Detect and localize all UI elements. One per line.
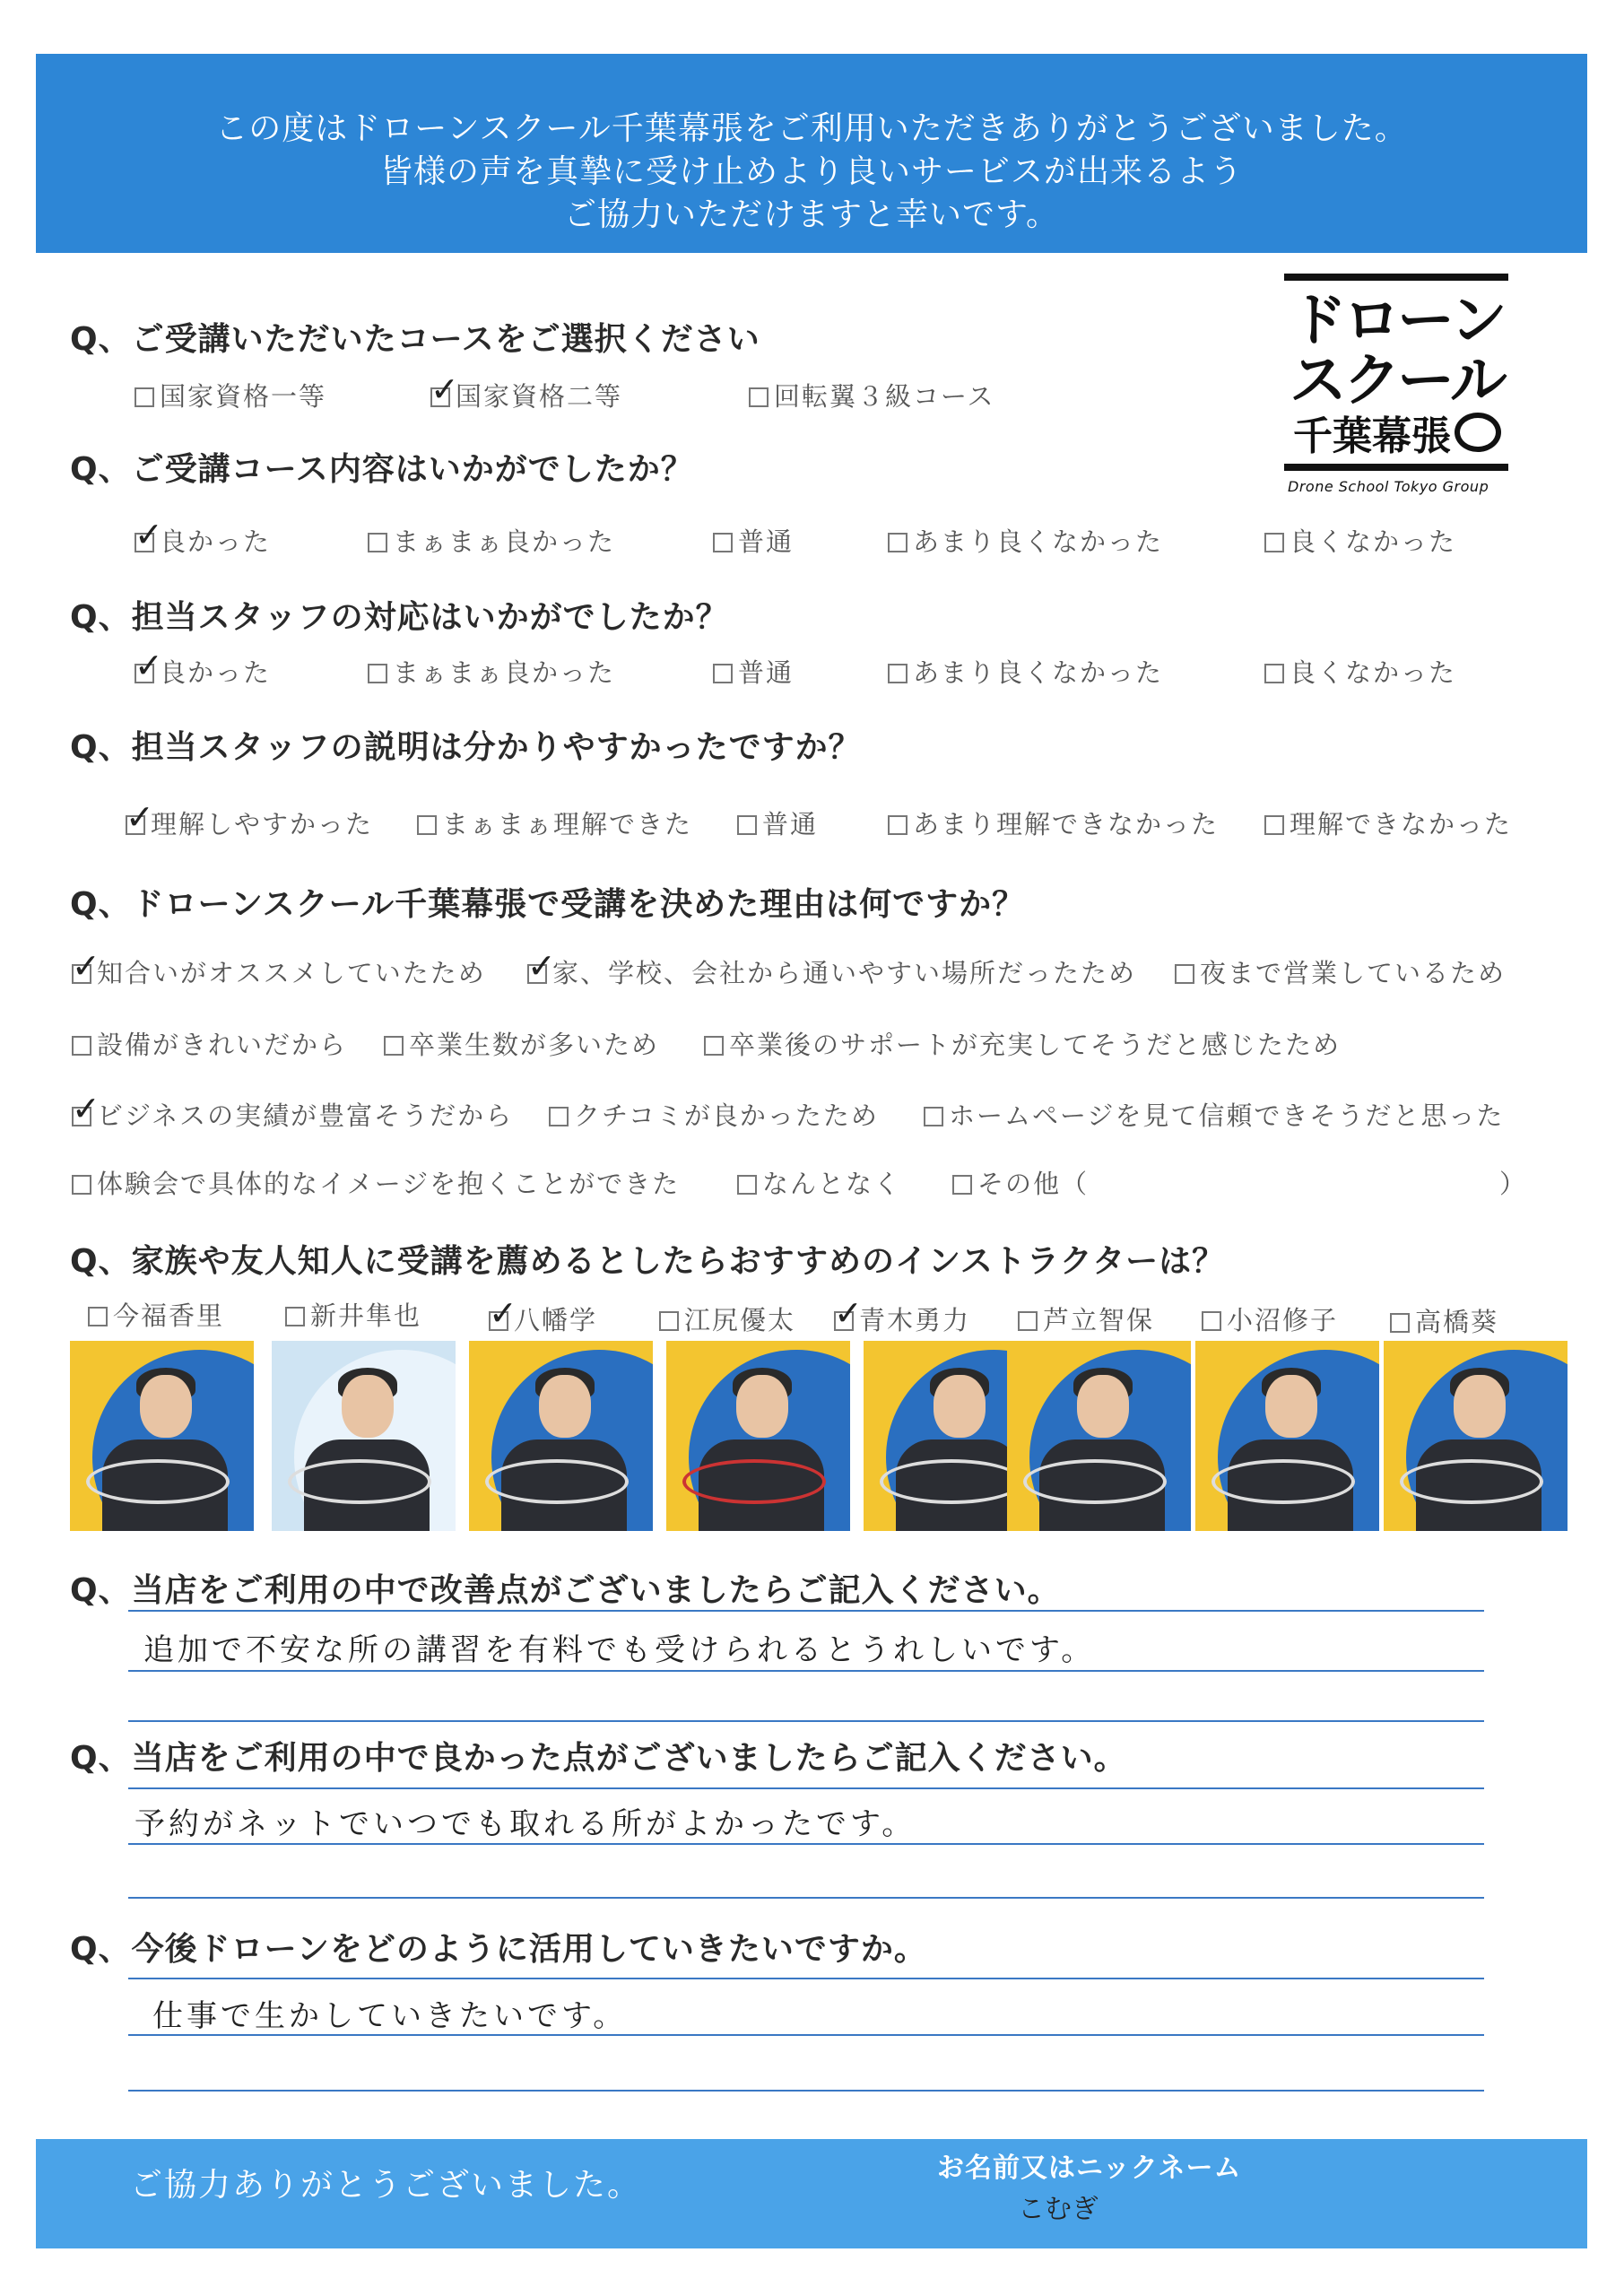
question-staff-response: Q、担当スタッフの対応はいかがでしたか？	[70, 599, 729, 636]
checkbox[interactable]	[713, 664, 733, 683]
option-staff-5[interactable]	[1264, 653, 1456, 690]
option-label: 良くなかった	[1290, 526, 1457, 557]
option-instructor-2[interactable]	[285, 1296, 421, 1333]
footer-thanks: ご協力ありがとうございました。	[130, 2167, 642, 2204]
option-reason-6[interactable]	[704, 1025, 1341, 1062]
checkbox[interactable]	[72, 1036, 91, 1056]
option-instructor-4[interactable]	[659, 1300, 795, 1337]
instructor-photo-3	[469, 1341, 653, 1531]
future-use-answer[interactable]: 仕事で生かしていきたいです。	[152, 1998, 628, 2034]
question-future-use: Q、今後ドローンをどのように活用していきたいですか。	[70, 1931, 927, 1968]
drone-icon	[1455, 413, 1501, 452]
option-label: まぁまぁ良かった	[393, 657, 616, 688]
option-course-1[interactable]	[135, 377, 326, 413]
option-explain-5[interactable]	[1264, 804, 1512, 841]
option-course-2[interactable]	[430, 377, 622, 413]
option-content-5[interactable]	[1264, 522, 1456, 559]
checkbox[interactable]	[1264, 533, 1284, 552]
option-label: 知合いがオススメしていたため	[97, 958, 486, 988]
option-staff-2[interactable]	[368, 653, 615, 690]
option-explain-1[interactable]	[126, 804, 373, 841]
option-label: 良かった	[160, 526, 272, 557]
option-explain-2[interactable]	[417, 804, 692, 841]
checkbox[interactable]	[713, 533, 733, 552]
option-reason-12[interactable]	[952, 1164, 1089, 1201]
option-label: 家、学校、会社から通いやすい場所だったため	[552, 958, 1137, 988]
option-label: 体験会で具体的なイメージを抱くことができた	[97, 1169, 681, 1199]
logo-top-bar	[1284, 274, 1508, 281]
good-points-answer[interactable]: 予約がネットでいつでも取れる所がよかったです。	[135, 1806, 916, 1842]
instructor-photo-7	[1195, 1341, 1379, 1531]
school-logo	[1284, 274, 1508, 498]
checkbox[interactable]	[737, 815, 757, 835]
checkbox-checked[interactable]	[527, 964, 547, 984]
logo-bottom-bar	[1284, 464, 1508, 471]
option-label: 今福香里	[113, 1300, 225, 1331]
checkbox-checked[interactable]	[126, 815, 145, 835]
option-label: 卒業後のサポートが充実してそうだと感じたため	[729, 1030, 1342, 1060]
name-field-value[interactable]: こむぎ	[1018, 2194, 1099, 2225]
checkbox[interactable]	[737, 1175, 757, 1195]
option-label: まぁまぁ理解できた	[442, 809, 693, 839]
question-good-points: Q、当店をご利用の中で良かった点がございましたらご記入ください。	[70, 1740, 1127, 1777]
option-label: 新井隼也	[310, 1300, 422, 1331]
checkbox[interactable]	[368, 533, 387, 552]
option-label: 高橋葵	[1415, 1307, 1499, 1337]
option-label: あまり良くなかった	[913, 657, 1164, 688]
checkbox[interactable]	[1175, 964, 1194, 984]
option-label: 良くなかった	[1290, 657, 1457, 688]
option-label: 八幡学	[514, 1305, 598, 1335]
checkbox[interactable]	[285, 1307, 305, 1326]
option-instructor-3[interactable]	[489, 1300, 597, 1337]
header-line-3: ご協力いただけますと幸いです。	[563, 196, 1060, 233]
checkbox[interactable]	[1264, 815, 1284, 835]
option-label: 江尻優太	[684, 1305, 796, 1335]
checkbox[interactable]	[1018, 1311, 1038, 1331]
option-label: 夜まで営業しているため	[1200, 958, 1507, 988]
option-reason-9[interactable]	[924, 1096, 1504, 1133]
answer-line	[128, 1787, 1484, 1789]
option-label: 理解できなかった	[1290, 809, 1513, 839]
checkbox-checked[interactable]	[135, 533, 154, 552]
checkbox[interactable]	[1264, 664, 1284, 683]
option-label: あまり理解できなかった	[913, 809, 1220, 839]
checkbox[interactable]	[952, 1175, 972, 1195]
checkbox[interactable]	[704, 1036, 724, 1056]
option-label: 青木勇力	[859, 1305, 971, 1335]
option-label: 芦立智保	[1043, 1305, 1155, 1335]
checkbox[interactable]	[384, 1036, 404, 1056]
checkbox-checked[interactable]	[834, 1311, 854, 1331]
option-content-1[interactable]	[135, 522, 271, 559]
option-label: 小沼修子	[1227, 1305, 1339, 1335]
checkbox[interactable]	[888, 533, 908, 552]
option-label: ホームページを見て信頼できそうだと思った	[949, 1100, 1505, 1131]
checkbox[interactable]	[1202, 1311, 1221, 1331]
option-staff-3[interactable]	[713, 653, 794, 690]
option-explain-3[interactable]	[737, 804, 818, 841]
header-line-1: この度はドローンスクール千葉幕張をご利用いただきありがとうございました。	[215, 110, 1408, 147]
answer-line	[128, 1843, 1484, 1845]
option-reason-7[interactable]	[72, 1096, 513, 1133]
option-label: クチコミが良かったため	[574, 1100, 879, 1131]
question-staff-explanation: Q、担当スタッフの説明は分かりやすかったですか？	[70, 729, 862, 766]
option-instructor-1[interactable]	[88, 1296, 224, 1333]
question-reason: Q、ドローンスクール千葉幕張で受講を決めた理由は何ですか？	[70, 886, 1026, 923]
option-reason-10[interactable]	[72, 1164, 680, 1201]
improvements-answer[interactable]: 追加で不安な所の講習を有料でも受けられるとうれしいです。	[143, 1632, 1096, 1668]
answer-line	[128, 1670, 1484, 1672]
name-field-label: お名前又はニックネーム	[937, 2152, 1242, 2184]
option-label: 国家資格二等	[456, 381, 623, 412]
checkbox[interactable]	[749, 387, 769, 407]
option-content-2[interactable]	[368, 522, 615, 559]
option-content-3[interactable]	[713, 522, 794, 559]
option-reason-5[interactable]	[384, 1025, 659, 1062]
option-instructor-8[interactable]	[1390, 1302, 1498, 1339]
instructor-photo-2	[272, 1341, 456, 1531]
option-staff-1[interactable]	[135, 653, 271, 690]
other-close-paren: ）	[1499, 1169, 1528, 1199]
option-reason-11[interactable]	[737, 1164, 901, 1201]
checkbox-checked[interactable]	[135, 664, 154, 683]
option-course-3[interactable]	[749, 377, 995, 413]
checkbox[interactable]	[888, 815, 908, 835]
option-instructor-6[interactable]	[1018, 1300, 1154, 1337]
logo-line-3: 千葉幕張	[1293, 413, 1451, 459]
question-course: Q、ご受講いただいたコースをご選択ください	[70, 321, 760, 358]
instructor-photo-6	[1007, 1341, 1191, 1531]
header-banner	[36, 54, 1587, 253]
checkbox-checked[interactable]	[72, 964, 91, 984]
instructor-photo-8	[1384, 1341, 1568, 1531]
checkbox[interactable]	[924, 1107, 943, 1126]
answer-line	[128, 2090, 1484, 2092]
option-reason-2[interactable]	[527, 953, 1136, 990]
checkbox-checked[interactable]	[72, 1107, 91, 1126]
option-label: 普通	[738, 526, 795, 557]
option-label: ビジネスの実績が豊富そうだから	[97, 1100, 514, 1131]
answer-line	[128, 2034, 1484, 2036]
option-label: 理解しやすかった	[151, 809, 374, 839]
option-label: 良かった	[160, 657, 272, 688]
option-label: 設備がきれいだから	[97, 1030, 348, 1060]
question-improvements: Q、当店をご利用の中で改善点がございましたらご記入ください。	[70, 1572, 1061, 1609]
option-label: その他（	[977, 1169, 1090, 1199]
checkbox[interactable]	[88, 1307, 108, 1326]
option-content-4[interactable]	[888, 522, 1163, 559]
option-reason-3[interactable]	[1175, 953, 1506, 990]
checkbox[interactable]	[549, 1107, 569, 1126]
logo-line-2: スクール	[1290, 348, 1504, 414]
answer-line	[128, 1610, 1484, 1612]
answer-line	[128, 1720, 1484, 1722]
checkbox[interactable]	[417, 815, 437, 835]
question-instructor: Q、家族や友人知人に受講を薦めるとしたらおすすめのインストラクターは？	[70, 1243, 1226, 1280]
option-staff-4[interactable]	[888, 653, 1163, 690]
checkbox[interactable]	[368, 664, 387, 683]
option-explain-4[interactable]	[888, 804, 1219, 841]
option-reason-4[interactable]	[72, 1025, 347, 1062]
option-instructor-5[interactable]	[834, 1300, 970, 1337]
checkbox[interactable]	[888, 664, 908, 683]
option-label: 卒業生数が多いため	[409, 1030, 660, 1060]
option-reason-1[interactable]	[72, 953, 486, 990]
option-label: 国家資格一等	[160, 381, 327, 412]
instructor-photo-1	[70, 1341, 254, 1531]
checkbox[interactable]	[135, 387, 154, 407]
checkbox[interactable]	[659, 1311, 679, 1331]
option-label: まぁまぁ良かった	[393, 526, 616, 557]
instructor-photo-4	[666, 1341, 850, 1531]
answer-line	[128, 1897, 1484, 1899]
header-line-2: 皆様の声を真摯に受け止めより良いサービスが出来るよう	[379, 153, 1243, 190]
answer-line	[128, 1978, 1484, 1979]
option-reason-8[interactable]	[549, 1096, 879, 1133]
option-instructor-7[interactable]	[1202, 1300, 1338, 1337]
option-label: なんとなく	[762, 1169, 902, 1199]
logo-line-1: ドローン	[1290, 288, 1504, 354]
checkbox-checked[interactable]	[489, 1311, 508, 1331]
option-label: 回転翼３級コース	[774, 381, 995, 412]
checkbox[interactable]	[72, 1175, 91, 1195]
option-label: あまり良くなかった	[913, 526, 1164, 557]
checkbox[interactable]	[1390, 1313, 1410, 1333]
logo-subtitle: Drone School Tokyo Group	[1288, 478, 1489, 495]
checkbox-checked[interactable]	[430, 387, 450, 407]
option-label: 普通	[738, 657, 795, 688]
question-course-content: Q、ご受講コース内容はいかがでしたか？	[70, 451, 694, 488]
option-label: 普通	[762, 809, 819, 839]
